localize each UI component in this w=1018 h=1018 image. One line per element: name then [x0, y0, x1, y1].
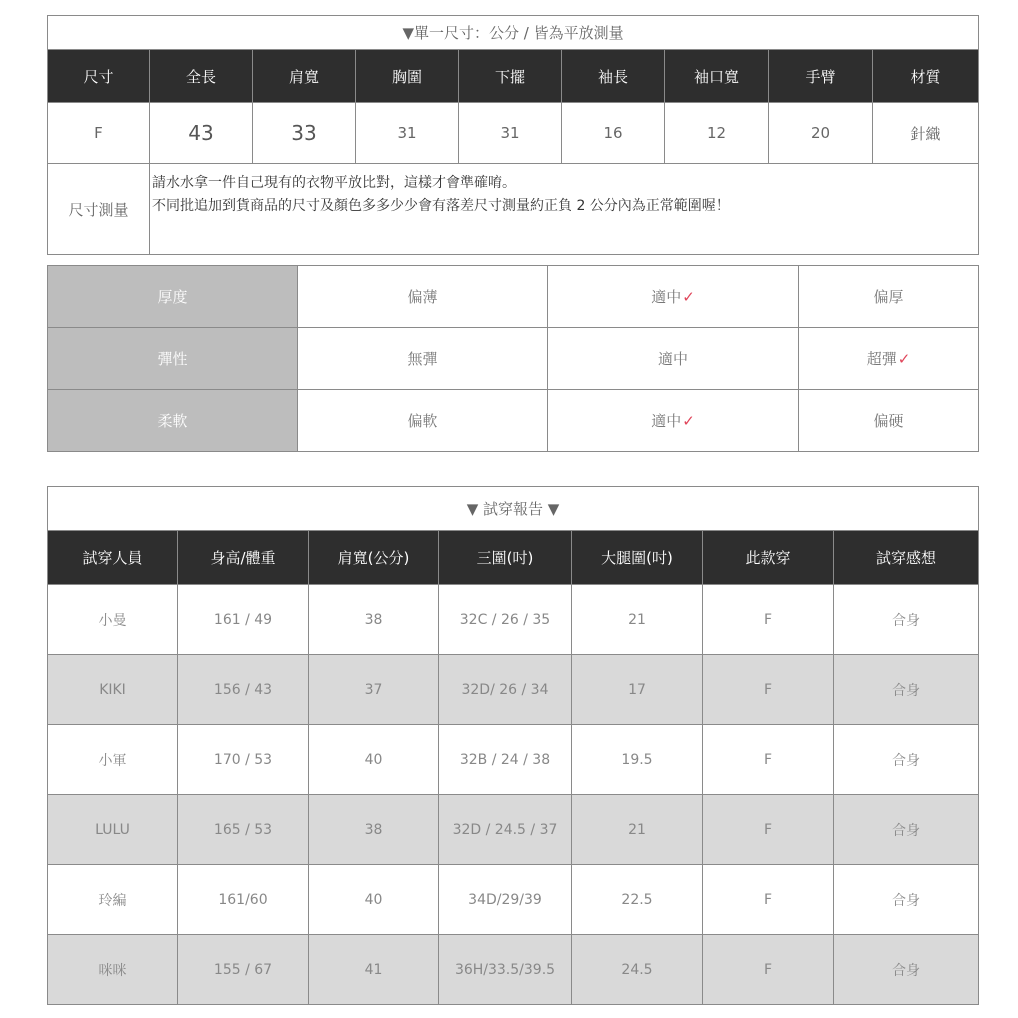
table-row [48, 725, 979, 795]
feel-label: 厚度 [48, 266, 298, 328]
size-header-chest: 胸圍 [356, 50, 459, 103]
feel-option-label: 適中 [651, 288, 682, 306]
feel-option-label: 適中 [651, 412, 682, 430]
feel-option-label: 偏硬 [873, 412, 904, 430]
tryon-report-rows [48, 585, 979, 1005]
tryon-header-measurements: 三圍(吋) [439, 531, 572, 585]
tryon-cell-size-worn: F [703, 585, 834, 655]
feel-label: 彈性 [48, 328, 298, 390]
tryon-cell-shoulder: 41 [309, 935, 439, 1005]
feel-option [548, 328, 799, 390]
tryon-cell-feedback: 合身 [834, 935, 979, 1005]
feel-label: 柔軟 [48, 390, 298, 452]
feel-option [799, 390, 979, 452]
feel-option-label: 超彈 [866, 350, 897, 368]
feel-option-label: 適中 [657, 350, 688, 368]
size-header-shoulder: 肩寬 [253, 50, 356, 103]
tryon-cell-feedback: 合身 [834, 655, 979, 725]
feel-option [548, 266, 799, 328]
tryon-header-model: 試穿人員 [48, 531, 178, 585]
tryon-cell-height-weight: 161/60 [178, 865, 309, 935]
size-value-length: 43 [150, 103, 253, 164]
tryon-cell-thigh: 19.5 [572, 725, 703, 795]
feel-row-elasticity [48, 328, 979, 390]
size-value-hem: 31 [459, 103, 562, 164]
tryon-cell-thigh: 21 [572, 795, 703, 865]
size-table-title: ▼單一尺寸：公分 / 皆為平放測量 [48, 16, 979, 50]
tryon-cell-size-worn: F [703, 655, 834, 725]
tryon-report-title: ▼ 試穿報告 ▼ [48, 487, 979, 531]
tryon-cell-measurements: 34D/29/39 [439, 865, 572, 935]
feel-option-label: 無彈 [407, 350, 438, 368]
tryon-cell-size-worn: F [703, 725, 834, 795]
size-value-arm: 20 [769, 103, 873, 164]
tryon-cell-size-worn: F [703, 795, 834, 865]
tryon-header-thigh: 大腿圍(吋) [572, 531, 703, 585]
measurement-note-line: 請水水拿一件自己現有的衣物平放比對，這樣才會準確唷。 [152, 175, 516, 191]
check-icon: ✓ [682, 412, 695, 430]
tryon-cell-model: 咪咪 [48, 935, 178, 1005]
tryon-cell-thigh: 22.5 [572, 865, 703, 935]
tryon-cell-thigh: 17 [572, 655, 703, 725]
tryon-cell-feedback: 合身 [834, 795, 979, 865]
tryon-cell-height-weight: 165 / 53 [178, 795, 309, 865]
tryon-cell-shoulder: 40 [309, 865, 439, 935]
table-row [48, 865, 979, 935]
fabric-feel-table [47, 265, 979, 452]
tryon-cell-size-worn: F [703, 935, 834, 1005]
table-row [48, 585, 979, 655]
feel-row-thickness [48, 266, 979, 328]
tryon-cell-model: 小曼 [48, 585, 178, 655]
size-header-size: 尺寸 [48, 50, 150, 103]
tryon-header-feedback: 試穿感想 [834, 531, 979, 585]
tryon-cell-measurements: 32D / 24.5 / 37 [439, 795, 572, 865]
tryon-cell-shoulder: 38 [309, 585, 439, 655]
tryon-header-shoulder: 肩寬(公分) [309, 531, 439, 585]
tryon-header-height-weight: 身高/體重 [178, 531, 309, 585]
size-value-shoulder: 33 [253, 103, 356, 164]
tryon-cell-model: 小軍 [48, 725, 178, 795]
feel-option [298, 266, 548, 328]
size-value-material: 針織 [873, 103, 979, 164]
tryon-cell-size-worn: F [703, 865, 834, 935]
tryon-cell-measurements: 32C / 26 / 35 [439, 585, 572, 655]
check-icon: ✓ [682, 288, 695, 306]
size-value-cuff: 12 [665, 103, 769, 164]
table-row [48, 795, 979, 865]
tryon-cell-thigh: 21 [572, 585, 703, 655]
size-header-cuff: 袖口寬 [665, 50, 769, 103]
tryon-cell-model: 玲編 [48, 865, 178, 935]
tryon-header-size-worn: 此款穿 [703, 531, 834, 585]
tryon-cell-feedback: 合身 [834, 585, 979, 655]
fabric-feel-rows [48, 266, 979, 452]
feel-option [799, 328, 979, 390]
feel-option-label: 偏軟 [407, 412, 438, 430]
tryon-cell-shoulder: 37 [309, 655, 439, 725]
tryon-cell-height-weight: 155 / 67 [178, 935, 309, 1005]
tryon-cell-feedback: 合身 [834, 865, 979, 935]
tryon-cell-shoulder: 40 [309, 725, 439, 795]
tryon-cell-measurements: 36H/33.5/39.5 [439, 935, 572, 1005]
table-row [48, 655, 979, 725]
size-value-chest: 31 [356, 103, 459, 164]
tryon-cell-feedback: 合身 [834, 725, 979, 795]
size-header-sleeve: 袖長 [562, 50, 665, 103]
feel-option [799, 266, 979, 328]
check-icon: ✓ [897, 350, 911, 368]
size-header-hem: 下擺 [459, 50, 562, 103]
tryon-cell-measurements: 32D/ 26 / 34 [439, 655, 572, 725]
measurement-note-line: 不同批追加到貨商品的尺寸及顏色多多少少會有落差尺寸測量約正負 2 公分內為正常範圍喔！ [152, 198, 730, 214]
size-table [47, 15, 979, 255]
tryon-cell-height-weight: 161 / 49 [178, 585, 309, 655]
tryon-cell-thigh: 24.5 [572, 935, 703, 1005]
measurement-note-label: 尺寸測量 [48, 164, 150, 255]
feel-option [298, 390, 548, 452]
feel-option [548, 390, 799, 452]
feel-row-softness [48, 390, 979, 452]
tryon-cell-shoulder: 38 [309, 795, 439, 865]
size-header-arm: 手臂 [769, 50, 873, 103]
tryon-cell-height-weight: 170 / 53 [178, 725, 309, 795]
size-value-sleeve: 16 [562, 103, 665, 164]
size-header-material: 材質 [873, 50, 979, 103]
measurement-note [150, 164, 979, 255]
table-row [48, 935, 979, 1005]
tryon-report-table [47, 486, 979, 1005]
tryon-cell-model: LULU [48, 795, 178, 865]
size-value-size: F [48, 103, 150, 164]
feel-option-label: 偏厚 [873, 288, 904, 306]
size-header-length: 全長 [150, 50, 253, 103]
feel-option-label: 偏薄 [407, 288, 438, 306]
tryon-cell-height-weight: 156 / 43 [178, 655, 309, 725]
tryon-cell-measurements: 32B / 24 / 38 [439, 725, 572, 795]
tryon-cell-model: KIKI [48, 655, 178, 725]
feel-option [298, 328, 548, 390]
